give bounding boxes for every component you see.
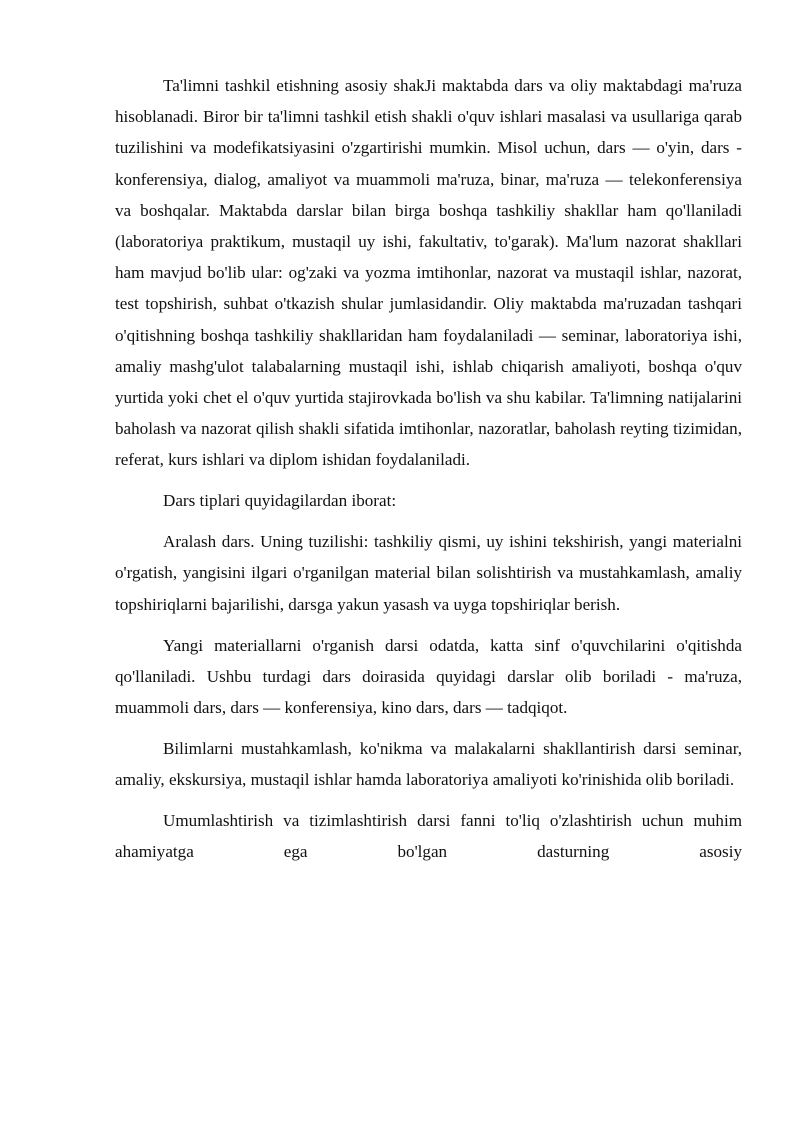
- document-page: [115, 70, 742, 877]
- paragraph-generalization-lesson: Umumlashtirish va tizimlashtirish darsi fanni to'liq o'zlashtirish uchun muhim ahamiyatga ega bo'lgan dasturning asosiy: [115, 810, 742, 862]
- paragraph-new-material-lesson: Yangi materiallarni o'rganish darsi odatda, katta sinf o'quvchilarini o'qitishda qo'llaniladi. Ushbu turdagi dars doirasida quyidagi darslar olib boriladi - ma'ruza, muammoli dars, dars — konferensiya, kino dars, dars — tadqiqot.: [115, 635, 742, 717]
- paragraph-mixed-lesson: Aralash dars. Uning tuzilishi: tashkiliy qismi, uy ishini tekshirish, yangi materialni o'rgatish, yangisini ilgari o'rganilgan material bilan solishtirish va mustahkamlash, amaliy topshiriqlarni bajarilishi, darsga yakun yasash va uyga topshiriqlar berish.: [115, 532, 742, 614]
- paragraph-lesson-types-intro: Dars tiplari quyidagilardan iborat:: [163, 491, 397, 511]
- paragraph-consolidation-lesson: Bilimlarni mustahkamlash, ko'nikma va malakalarni shakllantirish darsi seminar, amaliy, ekskursiya, mustaqil ishlar hamda laboratoriya amaliyoti ko'rinishida olib boriladi.: [115, 738, 742, 790]
- paragraph-forms-of-teaching: Ta'limni tashkil etishning asosiy shakJi maktabda dars va oliy maktabdagi ma'ruza hisoblanadi. Biror bir ta'limni tashkil etish shakli o'quv ishlari masalasi va usullariga qarab tuzilishini va modefikatsiyasini o'zgartirishi mumkin. Misol uchun, dars — o'yin, dars - konferensiya, dialog, amaliyot va muammoli ma'ruza, binar, ma'ruza — telekonferensiya va boshqalar. Maktabda darslar bilan birga boshqa tashkiliy shakllar ham qo'llaniladi (laboratoriya praktikum, mustaqil uy ishi, fakultativ, to'garak). Ma'lum nazorat shakllari ham mavjud bo'lib ular: og'zaki va yozma imtihonlar, nazorat va mustaqil ishlar, nazorat, test topshirish, suhbat o'tkazish shular jumlasidandir. Oliy maktabda ma'ruzadan tashqari o'qitishning boshqa tashkiliy shakllaridan ham foydalaniladi — seminar, laboratoriya ishi, amaliy mashg'ulot talabalarning mustaqil ishi, ishlab chiqarish amaliyoti, boshqa o'quv yurtida yoki chet el o'quv yurtida stajirovkada bo'lish va shu kabilar. Ta'limning natijalarini baholash va nazorat qilish shakli sifatida imtihonlar, nazoratlar, baholash reyting tizimidan, referat, kurs ishlari va diplom ishidan foydalaniladi.: [115, 76, 742, 470]
